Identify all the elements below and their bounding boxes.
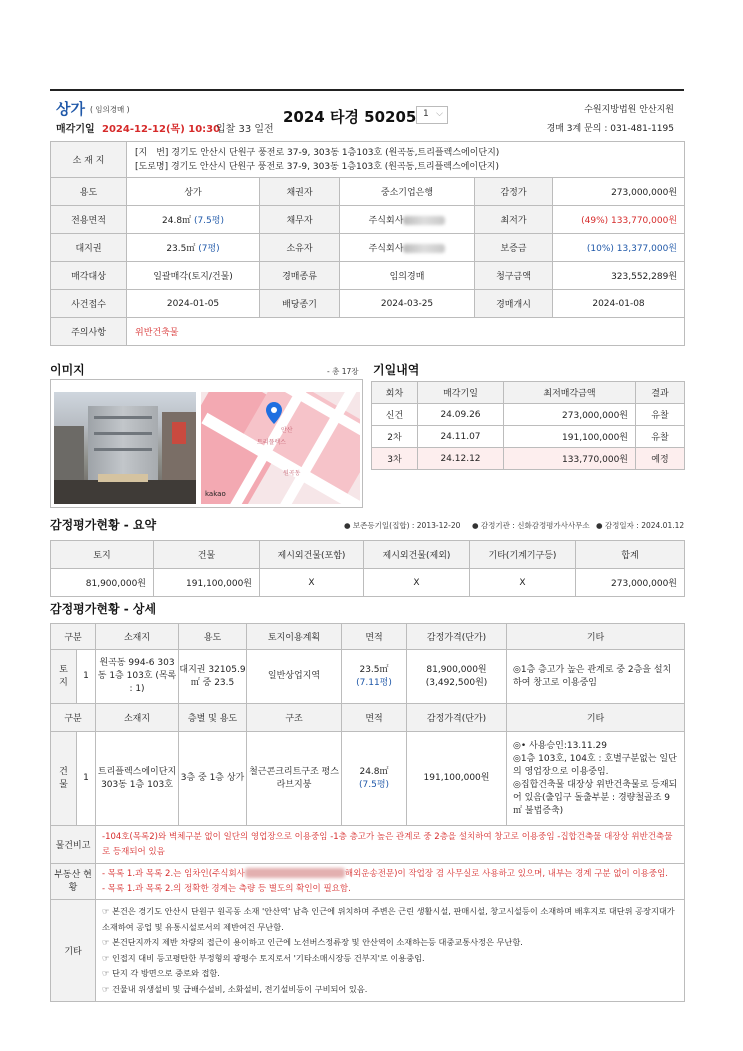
claim-label: 청구금액 [475,262,553,290]
compare-text: -104호(목록2)와 벽체구분 없이 일단의 영업장으로 이용중임 -1층 층고가 높은 관계로 중 2층을 설치하여 창고로 이용중임 -집합건축물 대장상 위반건축물로 등재되어 있음 [96,826,685,864]
detail-header: 소재지 [96,704,179,732]
area-label: 전용면적 [51,206,127,234]
area-pyeong: (7.5평) [193,216,224,226]
etc-label: 기타 [51,900,96,1002]
caution-value: 위반건축물 [127,318,685,346]
masked-name [245,868,345,878]
dividend-label: 배당종기 [260,290,340,318]
address-road: [도로명] 경기도 안산시 단원구 풍전로 37-9, 303동 1층103호 (원곡동,트리플렉스에이단지) [135,161,499,172]
creditor-value: 중소기업은행 [340,178,475,206]
round-date: 24.12.12 [418,448,504,470]
land-value: 23.5㎡ [166,244,196,254]
target-label: 매각대상 [51,262,127,290]
court-name: 수원지방법원 안산지원 [584,105,674,115]
etc-line: ☞ 단지 각 방면으로 중로와 접함. [102,968,220,978]
round-result: 예정 [636,448,685,470]
images-title: 이미지 [50,363,85,377]
case-header [50,94,684,140]
claim-value: 323,552,289원 [553,262,685,290]
appraiser: ● 감정기관 : 신화감정평가사사무소 [472,521,590,530]
round: 2차 [372,426,418,448]
detail-header: 기타 [507,624,685,650]
detail-header: 토지이용계획 [247,624,342,650]
auction-type: ( 임의경매 ) [90,105,130,114]
caution-label: 주의사항 [51,318,127,346]
building-approval: ◎• 사용승인:13.11.29 [513,740,607,751]
building-structure: 철근콘크리트구조 평스라브지붕 [247,732,342,826]
summary-extra-excl: X [364,569,470,597]
top-rule [50,89,684,91]
summary-header: 제시외건물(포함) [260,541,364,569]
start-value: 2024-01-08 [553,290,685,318]
days-remaining: 입찰 33 일전 [216,124,274,135]
land-item-no: 1 [77,650,96,704]
start-label: 경매개시 [475,290,553,318]
round: 3차 [372,448,418,470]
received-label: 사건접수 [51,290,127,318]
round-price: 133,770,000원 [504,448,636,470]
debtor-value: 주식회사 [368,216,404,226]
detail-header: 면적 [342,704,407,732]
detail-header: 소재지 [96,624,179,650]
summary-table [50,540,685,597]
land-location: 원곡동 994-6 303동 1층 103호 (목록 : 1) [96,650,179,704]
round-result: 유찰 [636,404,685,426]
building-area: 24.8㎡ [359,766,389,777]
image-panel [50,379,363,508]
status-line: - 목록 1.과 목록 2.의 정확한 경계는 측량 등 별도의 확인이 필요함. [102,883,351,894]
round-price: 191,100,000원 [504,426,636,448]
summary-land: 81,900,000원 [51,569,154,597]
court-contact: 경매 3계 문의 : 031-481-1195 [546,124,674,134]
round-result: 유찰 [636,426,685,448]
masked-name [403,216,445,225]
minimum-value: (49%) 133,770,000원 [553,206,685,234]
building-note: ◎집합건축물 대장상 위반건축물로 등재되어 있음(출입구 돌출부분 : 경량철골조 9㎡ 불법증축) [513,779,678,816]
land-section-label: 토지 [51,650,77,704]
detail-header: 감정가격(단가) [407,624,507,650]
minimum-label: 최저가 [475,206,553,234]
status-label: 부동산 현황 [51,864,96,900]
land-label: 대지권 [51,234,127,262]
appraisal-label: 감정가 [475,178,553,206]
creditor-label: 채권자 [260,178,340,206]
land-unit-price: (3,492,500원) [425,677,488,688]
summary-title: 감정평가현황 - 요약 [50,518,157,532]
detail-header: 층별 및 용도 [179,704,247,732]
target-value: 일괄매각(토지/건물) [127,262,260,290]
building-area-pyeong: (7.5평) [359,779,390,790]
summary-header: 합계 [576,541,685,569]
schedule-row [372,426,685,448]
owner-label: 소유자 [260,234,340,262]
map-label: 안산 [281,427,293,434]
case-number: 2024 타경 50205 [283,108,417,126]
schedule-header: 매각기일 [418,382,504,404]
use-value: 상가 [127,178,260,206]
deposit-value: (10%) 13,377,000원 [553,234,685,262]
appraisal-date: ● 감정일자 : 2024.01.12 [596,521,685,530]
summary-extra-incl: X [260,569,364,597]
etc-line: ☞ 본건단지까지 제반 차량의 접근이 용이하고 인근에 노선버스정류장 및 안산역이 소재하는등 대중교통사정은 무난함. [102,937,523,947]
schedule-header: 최저매각금액 [504,382,636,404]
compare-label: 물건비고 [51,826,96,864]
building-section-label: 건물 [51,732,77,826]
building-floor-use: 3층 중 1층 상가 [179,732,247,826]
dividend-value: 2024-03-25 [340,290,475,318]
schedule-table [371,381,685,470]
detail-table [50,623,685,1002]
land-etc: ◎1층 층고가 높은 관계로 중 2층을 설치하여 창고로 이용중임 [507,650,685,704]
detail-header: 감정가격(단가) [407,704,507,732]
etc-line: ☞ 인접지 대비 등고평탄한 부정형의 광평수 토지로서 '기타소매시장등 건부지'로 이용중임. [102,952,425,963]
property-type: 상가 [56,100,85,118]
area-value: 24.8㎡ [162,216,192,226]
summary-building: 191,100,000원 [154,569,260,597]
summary-total: 273,000,000원 [576,569,685,597]
map-label: 원곡동 [283,470,301,477]
land-pyeong: (7평) [198,244,220,254]
summary-etc: X [470,569,576,597]
building-location: 트리플렉스에이단지 303동 1층 103호 [96,732,179,826]
kakao-logo: kakao [205,490,226,498]
sale-date-label: 매각기일 [56,124,95,135]
case-item-select-value: 1 [423,109,429,119]
land-area: 23.5㎡ [359,664,389,675]
location-map[interactable] [201,392,360,504]
deposit-label: 보증금 [475,234,553,262]
map-pin-icon [266,402,282,424]
masked-name [403,244,445,253]
use-label: 용도 [51,178,127,206]
owner-value: 주식회사 [368,244,404,254]
detail-title: 감정평가현황 - 상세 [50,602,157,616]
summary-header: 제시외건물(제외) [364,541,470,569]
building-item-no: 1 [77,732,96,826]
schedule-row [372,404,685,426]
chevron-down-icon: ⌵ [436,109,443,119]
kind-label: 경매종류 [260,262,340,290]
land-price: 81,900,000원 [426,664,487,675]
detail-header: 기타 [507,704,685,732]
round: 신건 [372,404,418,426]
case-item-select[interactable] [416,106,448,124]
address-label: 소 재 지 [51,142,127,178]
round-price: 273,000,000원 [504,404,636,426]
detail-header: 구분 [51,704,96,732]
round-date: 24.11.07 [418,426,504,448]
sale-date-value: 2024-12-12(목) 10:30 [102,124,221,135]
etc-line: ☞ 건물내 위생설비 및 급배수설비, 소화설비, 전기설비등이 구비되어 있음. [102,983,368,994]
summary-header: 토지 [51,541,154,569]
images-count: - 총 17장 [327,367,359,376]
etc-line: ☞ 본건은 경기도 안산시 단원구 원곡동 소재 '안산역' 남측 인근에 위치하며 주변은 근린 생활시설, 판매시설, 창고시설등이 소재하며 배후지로 대단위 공장지대가 소재하여 공업 및 유통시설로서의 제반여건 무난함. [102,906,675,932]
land-area-pyeong: (7.11평) [356,677,392,688]
schedule-header: 결과 [636,382,685,404]
summary-header: 기타(기계기구등) [470,541,576,569]
address-jibun: [지 번] 경기도 안산시 단원구 풍전로 37-9, 303동 1층103호 (원곡동,트리플렉스에이단지) [135,147,500,158]
round-date: 24.09.26 [418,404,504,426]
schedule-title: 기일내역 [373,363,420,377]
land-use: 대지권 32105.9㎡ 중 23.5 [179,650,247,704]
registry-date: ● 보존등기일(집합) : 2013-12-20 [344,521,461,530]
received-value: 2024-01-05 [127,290,260,318]
building-note: ◎1층 103호, 104호 : 호별구분없는 일단의 영업장으로 이용중임. [513,753,677,777]
status-line: - 목록 1.과 목록 2.는 임차인(주식회사 [102,868,245,879]
building-price: 191,100,000원 [407,732,507,826]
map-label: 트리플렉스 [257,439,286,446]
detail-header: 면적 [342,624,407,650]
detail-header: 구조 [247,704,342,732]
detail-header: 구분 [51,624,96,650]
appraisal-value: 273,000,000원 [553,178,685,206]
land-plan: 일반상업지역 [247,650,342,704]
status-line: 해외운송전문)이 작업장 겸 사무실로 사용하고 있으며, 내부는 경계 구분 없이 이용중임. [344,868,669,879]
schedule-row-current [372,448,685,470]
property-info-table [50,141,685,346]
building-photo[interactable] [54,392,196,504]
kind-value: 임의경매 [340,262,475,290]
schedule-header: 회차 [372,382,418,404]
detail-header: 용도 [179,624,247,650]
debtor-label: 채무자 [260,206,340,234]
summary-header: 건물 [154,541,260,569]
